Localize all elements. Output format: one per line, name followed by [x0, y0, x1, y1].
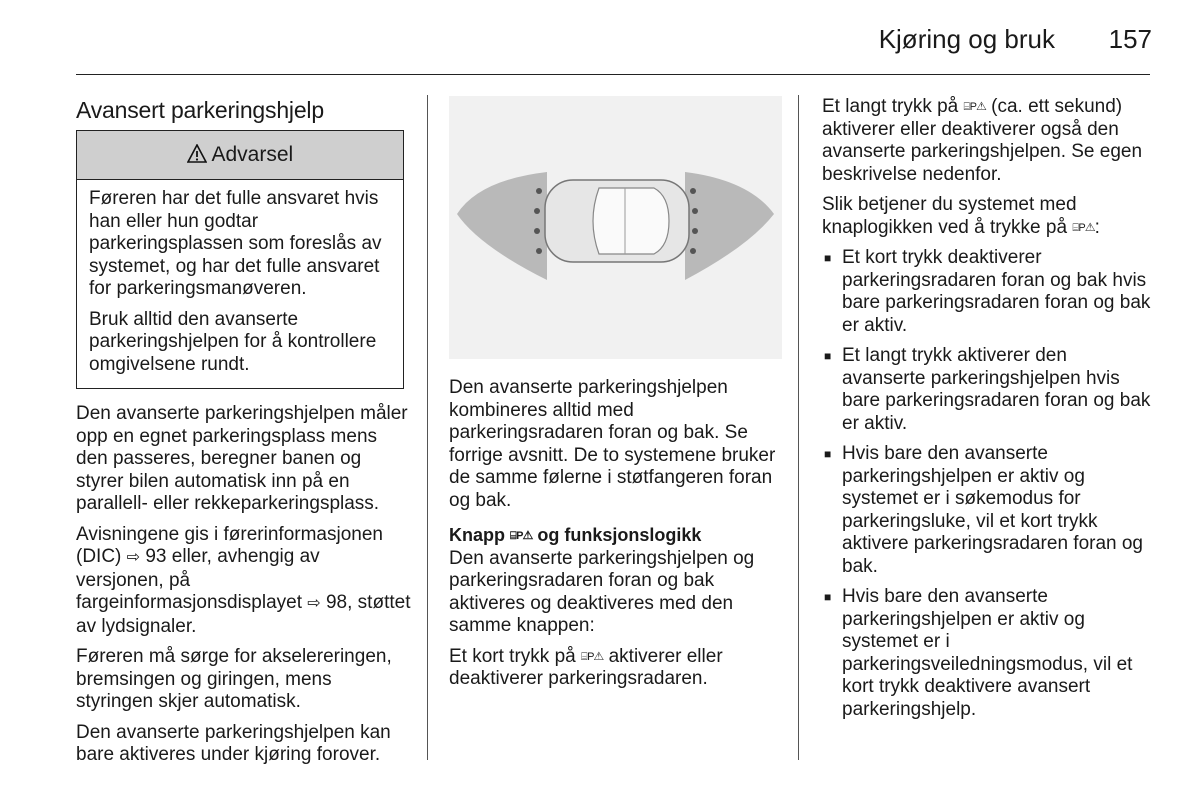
car-parking-sensor-diagram	[449, 96, 782, 359]
column-3	[822, 96, 1152, 729]
subsection-heading	[449, 524, 782, 548]
body-paragraph	[822, 194, 1152, 239]
text-segment: eller, avhengig av versjonen, på fargeinformasjonsdisplayet	[76, 546, 320, 613]
text-segment: aktiverer eller deaktiverer parkeringsradaren.	[449, 645, 723, 689]
text-segment: :	[1094, 216, 1100, 238]
body-paragraph: Den avanserte parkeringshjelpen kan bare aktiveres under kjøring forover.	[76, 721, 391, 765]
parking-assist-button-icon: ⌸P⚠	[963, 101, 986, 113]
page-reference-arrow-icon: ⇨	[307, 595, 321, 612]
body-paragraph: Den avanserte parkeringshjelpen måler opp en egnet parkeringsplass mens den passeres, beregner banen og styrer bilen automatisk inn på en parallell- eller rekkeparkeringsplass.	[76, 403, 408, 514]
parking-assist-button-icon: ⌸P⚠	[580, 650, 604, 663]
text-segment: Et kort trykk på	[449, 645, 576, 667]
column-divider-1	[427, 95, 428, 760]
warning-body	[77, 180, 403, 388]
column-divider-2	[798, 95, 799, 760]
body-paragraph	[822, 96, 1152, 186]
text-segment: (ca. ett sekund) aktiverer eller deaktiverer også den avanserte parkeringshjelpen. Se egen beskrivelse nedenfor.	[822, 96, 1143, 185]
warning-label: Advarsel	[211, 143, 294, 166]
body-paragraph: Den avanserte parkeringshjelpen og parkeringsradaren foran og bak aktiveres og deaktiveres med den samme knappen:	[449, 547, 755, 636]
column-1	[76, 96, 411, 775]
text-segment: og funksjonslogikk	[537, 525, 702, 545]
body-paragraph-dic	[76, 524, 411, 639]
warning-header	[77, 131, 403, 180]
parking-assist-button-icon: ⌸P⚠	[510, 530, 533, 542]
body-paragraph	[449, 646, 782, 691]
text-segment: Avisningene gis i førerinformasjonen (DIC)	[76, 523, 383, 567]
header-rule	[76, 74, 1150, 75]
list-item: ■ Et langt trykk aktiverer den avanserte parkeringshjelpen hvis bare parkeringsradaren foran og bak er aktiv.	[822, 345, 1152, 435]
list-item: ■ Hvis bare den avanserte parkeringshjelpen er aktiv og systemet er i søkemodus for parkeringsluke, vil et kort trykk aktivere parkeringsradaren foran og bak.	[822, 443, 1152, 578]
warning-paragraph: Bruk alltid den avanserte parkeringshjelpen for å kontrollere omgivelsene rundt.	[89, 308, 377, 375]
page-reference: 93	[145, 546, 167, 567]
column-2	[449, 96, 782, 699]
page-reference: 98	[325, 592, 348, 613]
body-paragraph: Føreren må sørge for akselereringen, bremsingen og giringen, mens styringen skjer automatisk.	[76, 646, 392, 712]
warning-paragraph: Føreren har det fulle ansvaret hvis han eller hun godtar parkeringsplassen som foreslås av systemet, og har det fulle ansvaret for parkeringsmanøveren.	[89, 188, 382, 299]
text-segment: Et langt trykk på	[822, 96, 959, 117]
list-item: ■ Hvis bare den avanserte parkeringshjelpen er aktiv og systemet er i parkeringsveiledningsmodus, vil et kort trykk deaktivere avansert parkeringshjelp.	[822, 586, 1152, 721]
parking-assist-button-icon: ⌸P⚠	[1072, 221, 1095, 234]
page-number: 157	[1108, 24, 1152, 54]
list-item: ■ Et kort trykk deaktiverer parkeringsradaren foran og bak hvis bare parkeringsradaren foran og bak er aktiv.	[822, 247, 1152, 337]
page-header-title: Kjøring og bruk	[878, 24, 1055, 54]
page-reference-arrow-icon: ⇨	[126, 549, 141, 566]
bullet-list	[822, 247, 1152, 721]
warning-triangle-icon	[187, 143, 212, 166]
warning-box	[76, 130, 404, 389]
text-segment: Knapp	[449, 525, 505, 545]
body-paragraph: Den avanserte parkeringshjelpen kombineres alltid med parkeringsradaren foran og bak. Se forrige avsnitt. De to systemene bruker de samme følerne i støtfangeren foran og bak.	[449, 377, 776, 511]
text-segment: Slik betjener du systemet med knaplogikken ved å trykke på	[822, 194, 1077, 238]
section-title: Avansert parkeringshjelp	[76, 97, 324, 123]
text-segment: , støttet av lydsignaler.	[76, 592, 411, 637]
